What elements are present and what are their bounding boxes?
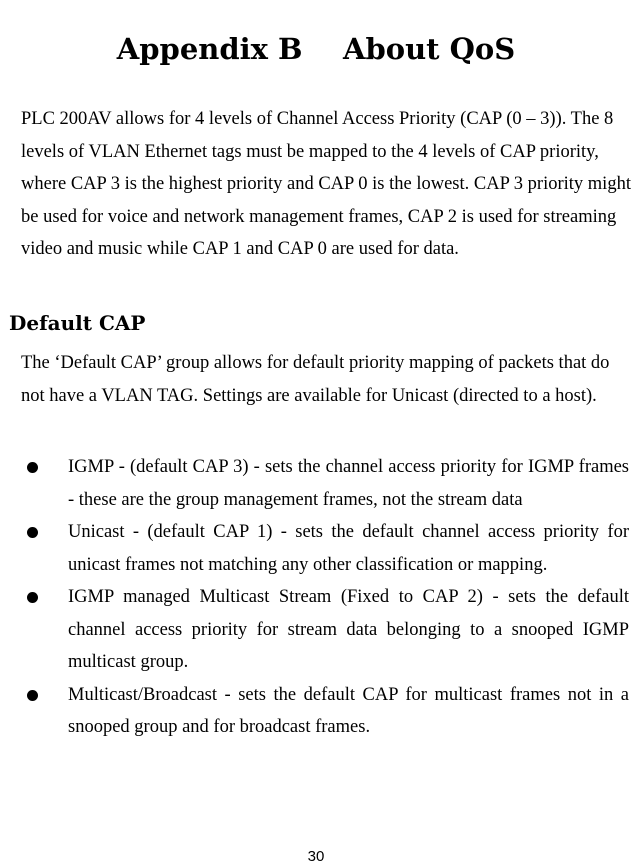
bullet-text: IGMP - (default CAP 3) - sets the channel access priority for IGMP frames - these are the group management frames, not the stream data: [68, 457, 629, 510]
bullet-item-igmp-multicast-stream: [0, 581, 632, 679]
bullet-text: Unicast - (default CAP 1) - sets the default channel access priority for unicast frames not matching any other classification or mapping.: [68, 522, 629, 575]
bullet-item-unicast: [0, 516, 632, 581]
bullet-item-multicast-broadcast: [0, 679, 632, 744]
bullet-dot-icon: [27, 592, 38, 603]
bullet-list: [0, 451, 632, 744]
bullet-item-igmp: [0, 451, 632, 516]
bullet-text: IGMP managed Multicast Stream (Fixed to CAP 2) - sets the default channel access priority for stream data belonging to a snooped IGMP multicast group.: [68, 587, 629, 672]
bullet-dot-icon: [27, 527, 38, 538]
section-intro-paragraph: The ‘Default CAP’ group allows for default priority mapping of packets that do not have a VLAN TAG. Settings are available for Unicast (directed to a host).: [21, 353, 610, 406]
intro-paragraph: PLC 200AV allows for 4 levels of Channel Access Priority (CAP (0 – 3)). The 8 levels of VLAN Ethernet tags must be mapped to the 4 levels of CAP priority, where CAP 3 is the highest priority and CAP 0 is the lowest. CAP 3 priority might be used for voice and network management frames, CAP 2 is used for streaming video and music while CAP 1 and CAP 0 are used for data.: [21, 109, 631, 259]
section-heading-default-cap: Default CAP: [9, 311, 146, 335]
bullet-dot-icon: [27, 690, 38, 701]
bullet-dot-icon: [27, 462, 38, 473]
bullet-text: Multicast/Broadcast - sets the default CAP for multicast frames not in a snooped group and for broadcast frames.: [68, 684, 629, 737]
page-title: Appendix B About QoS: [116, 32, 516, 66]
page-number: 30: [307, 848, 325, 865]
